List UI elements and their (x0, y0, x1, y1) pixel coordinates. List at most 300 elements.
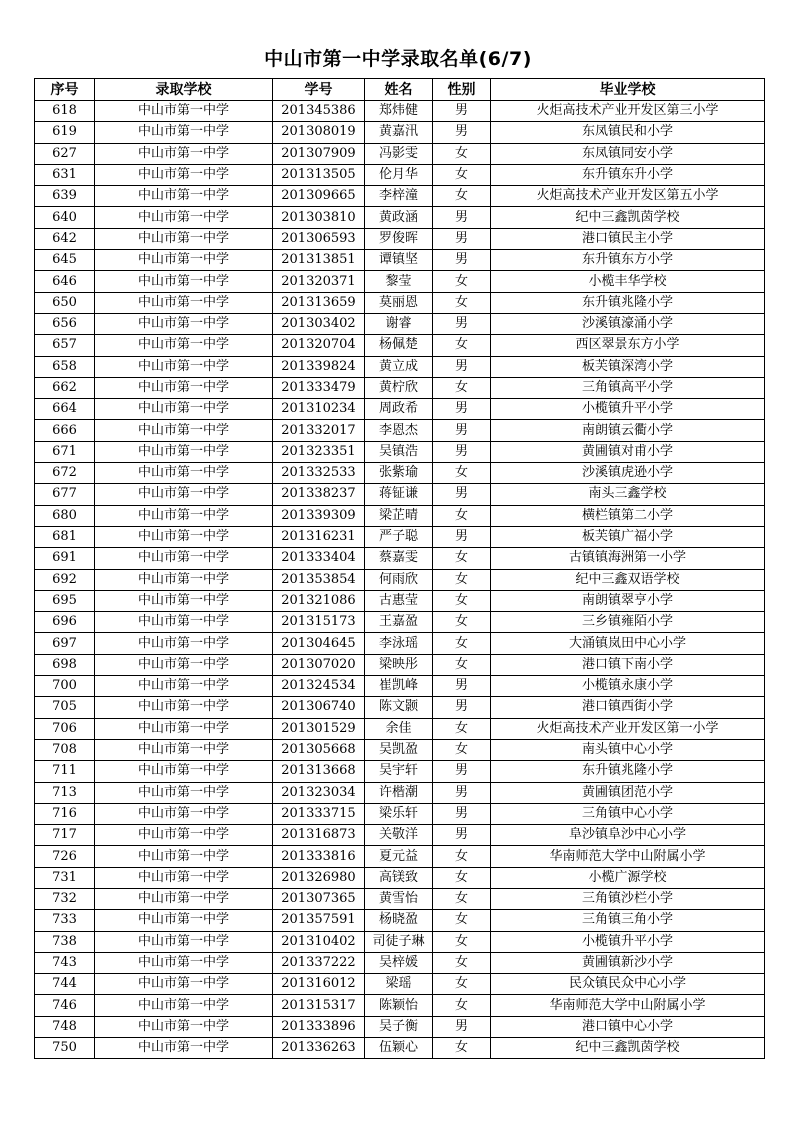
header-gender: 性别 (433, 79, 491, 101)
cell-serial: 619 (35, 122, 95, 143)
cell-serial: 706 (35, 718, 95, 739)
cell-name: 李梓潼 (365, 186, 433, 207)
cell-student-id: 201303402 (273, 313, 365, 334)
cell-admit-school: 中山市第一中学 (95, 356, 273, 377)
cell-serial: 733 (35, 910, 95, 931)
cell-name: 吴梓媛 (365, 952, 433, 973)
cell-admit-school: 中山市第一中学 (95, 164, 273, 185)
cell-student-id: 201333715 (273, 803, 365, 824)
cell-admit-school: 中山市第一中学 (95, 633, 273, 654)
cell-grad-school: 东凤镇同安小学 (491, 143, 765, 164)
cell-name: 许楷潮 (365, 782, 433, 803)
cell-admit-school: 中山市第一中学 (95, 888, 273, 909)
cell-admit-school: 中山市第一中学 (95, 676, 273, 697)
cell-serial: 726 (35, 846, 95, 867)
cell-serial: 748 (35, 1016, 95, 1037)
table-row (35, 313, 765, 334)
cell-gender: 女 (433, 846, 491, 867)
cell-grad-school: 三乡镇雍陌小学 (491, 612, 765, 633)
cell-grad-school: 大涌镇岚田中心小学 (491, 633, 765, 654)
cell-name: 古惠莹 (365, 590, 433, 611)
cell-admit-school: 中山市第一中学 (95, 739, 273, 760)
cell-serial: 717 (35, 825, 95, 846)
cell-admit-school: 中山市第一中学 (95, 825, 273, 846)
cell-student-id: 201320371 (273, 271, 365, 292)
cell-student-id: 201301529 (273, 718, 365, 739)
cell-grad-school: 西区翠景东方小学 (491, 335, 765, 356)
cell-admit-school: 中山市第一中学 (95, 1016, 273, 1037)
table-row (35, 505, 765, 526)
cell-admit-school: 中山市第一中学 (95, 867, 273, 888)
cell-name: 黄雪怡 (365, 888, 433, 909)
cell-grad-school: 港口镇中心小学 (491, 1016, 765, 1037)
cell-gender: 女 (433, 548, 491, 569)
cell-grad-school: 纪中三鑫双语学校 (491, 569, 765, 590)
cell-grad-school: 华南师范大学中山附属小学 (491, 995, 765, 1016)
cell-admit-school: 中山市第一中学 (95, 122, 273, 143)
table-row (35, 846, 765, 867)
table-row (35, 271, 765, 292)
cell-name: 冯影雯 (365, 143, 433, 164)
cell-grad-school: 港口镇民主小学 (491, 228, 765, 249)
cell-name: 梁映彤 (365, 654, 433, 675)
cell-serial: 691 (35, 548, 95, 569)
cell-serial: 713 (35, 782, 95, 803)
cell-name: 陈颖怡 (365, 995, 433, 1016)
table-row (35, 612, 765, 633)
cell-gender: 男 (433, 803, 491, 824)
cell-gender: 男 (433, 356, 491, 377)
cell-gender: 男 (433, 676, 491, 697)
cell-gender: 男 (433, 250, 491, 271)
table-row (35, 399, 765, 420)
cell-gender: 女 (433, 143, 491, 164)
cell-name: 王嘉盈 (365, 612, 433, 633)
cell-name: 余佳 (365, 718, 433, 739)
cell-grad-school: 三角镇三角小学 (491, 910, 765, 931)
cell-gender: 女 (433, 867, 491, 888)
cell-serial: 697 (35, 633, 95, 654)
cell-student-id: 201333896 (273, 1016, 365, 1037)
cell-name: 吴镇浩 (365, 441, 433, 462)
table-row (35, 1038, 765, 1059)
cell-serial: 658 (35, 356, 95, 377)
cell-admit-school: 中山市第一中学 (95, 782, 273, 803)
cell-serial: 627 (35, 143, 95, 164)
cell-admit-school: 中山市第一中学 (95, 995, 273, 1016)
cell-name: 陈文颢 (365, 697, 433, 718)
cell-admit-school: 中山市第一中学 (95, 590, 273, 611)
cell-serial: 744 (35, 974, 95, 995)
cell-serial: 731 (35, 867, 95, 888)
cell-student-id: 201323034 (273, 782, 365, 803)
cell-student-id: 201306593 (273, 228, 365, 249)
cell-grad-school: 板芙镇广福小学 (491, 526, 765, 547)
cell-student-id: 201313505 (273, 164, 365, 185)
cell-admit-school: 中山市第一中学 (95, 101, 273, 122)
cell-grad-school: 小榄丰华学校 (491, 271, 765, 292)
cell-admit-school: 中山市第一中学 (95, 654, 273, 675)
cell-serial: 657 (35, 335, 95, 356)
cell-serial: 618 (35, 101, 95, 122)
cell-gender: 男 (433, 122, 491, 143)
cell-gender: 男 (433, 441, 491, 462)
cell-gender: 男 (433, 207, 491, 228)
cell-admit-school: 中山市第一中学 (95, 931, 273, 952)
cell-admit-school: 中山市第一中学 (95, 952, 273, 973)
cell-student-id: 201307365 (273, 888, 365, 909)
cell-name: 蔡嘉雯 (365, 548, 433, 569)
cell-name: 郑炜健 (365, 101, 433, 122)
cell-name: 谭镇坚 (365, 250, 433, 271)
cell-grad-school: 华南师范大学中山附属小学 (491, 846, 765, 867)
cell-student-id: 201339309 (273, 505, 365, 526)
cell-grad-school: 沙溪镇虎逊小学 (491, 463, 765, 484)
cell-serial: 698 (35, 654, 95, 675)
cell-gender: 男 (433, 1016, 491, 1037)
cell-serial: 672 (35, 463, 95, 484)
cell-gender: 女 (433, 931, 491, 952)
cell-admit-school: 中山市第一中学 (95, 441, 273, 462)
table-row (35, 1016, 765, 1037)
cell-name: 罗俊晖 (365, 228, 433, 249)
cell-serial: 664 (35, 399, 95, 420)
table-body (35, 101, 765, 1059)
cell-name: 伍颖心 (365, 1038, 433, 1059)
cell-admit-school: 中山市第一中学 (95, 484, 273, 505)
cell-name: 梁乐轩 (365, 803, 433, 824)
table-row (35, 931, 765, 952)
cell-name: 关敬洋 (365, 825, 433, 846)
cell-student-id: 201320704 (273, 335, 365, 356)
cell-grad-school: 纪中三鑫凯茵学校 (491, 207, 765, 228)
cell-student-id: 201357591 (273, 910, 365, 931)
cell-gender: 女 (433, 186, 491, 207)
cell-serial: 662 (35, 377, 95, 398)
cell-name: 伦月华 (365, 164, 433, 185)
cell-serial: 656 (35, 313, 95, 334)
cell-serial: 708 (35, 739, 95, 760)
cell-gender: 女 (433, 633, 491, 654)
cell-student-id: 201316012 (273, 974, 365, 995)
cell-admit-school: 中山市第一中学 (95, 846, 273, 867)
cell-serial: 671 (35, 441, 95, 462)
cell-student-id: 201333479 (273, 377, 365, 398)
cell-admit-school: 中山市第一中学 (95, 718, 273, 739)
table-row (35, 186, 765, 207)
cell-grad-school: 南头镇中心小学 (491, 739, 765, 760)
header-serial: 序号 (35, 79, 95, 101)
cell-serial: 639 (35, 186, 95, 207)
cell-grad-school: 纪中三鑫凯茵学校 (491, 1038, 765, 1059)
cell-name: 黄立成 (365, 356, 433, 377)
table-row (35, 867, 765, 888)
cell-gender: 女 (433, 569, 491, 590)
cell-grad-school: 三角镇高平小学 (491, 377, 765, 398)
cell-name: 吴宇轩 (365, 761, 433, 782)
cell-serial: 681 (35, 526, 95, 547)
cell-serial: 695 (35, 590, 95, 611)
cell-serial: 646 (35, 271, 95, 292)
cell-student-id: 201332533 (273, 463, 365, 484)
cell-name: 黄政涵 (365, 207, 433, 228)
cell-gender: 女 (433, 888, 491, 909)
table-row (35, 952, 765, 973)
table-row (35, 718, 765, 739)
cell-grad-school: 南头三鑫学校 (491, 484, 765, 505)
cell-gender: 女 (433, 271, 491, 292)
cell-admit-school: 中山市第一中学 (95, 377, 273, 398)
cell-student-id: 201306740 (273, 697, 365, 718)
cell-gender: 男 (433, 313, 491, 334)
cell-student-id: 201315317 (273, 995, 365, 1016)
cell-grad-school: 南朗镇翠亨小学 (491, 590, 765, 611)
cell-student-id: 201339824 (273, 356, 365, 377)
cell-student-id: 201305668 (273, 739, 365, 760)
cell-serial: 711 (35, 761, 95, 782)
table-row (35, 548, 765, 569)
cell-name: 崔凯峰 (365, 676, 433, 697)
cell-gender: 女 (433, 739, 491, 760)
cell-admit-school: 中山市第一中学 (95, 399, 273, 420)
cell-serial: 642 (35, 228, 95, 249)
cell-student-id: 201313659 (273, 292, 365, 313)
table-row (35, 995, 765, 1016)
cell-gender: 男 (433, 697, 491, 718)
cell-student-id: 201303810 (273, 207, 365, 228)
cell-gender: 女 (433, 612, 491, 633)
cell-admit-school: 中山市第一中学 (95, 548, 273, 569)
cell-grad-school: 火炬高技术产业开发区第五小学 (491, 186, 765, 207)
cell-grad-school: 黄圃镇新沙小学 (491, 952, 765, 973)
cell-name: 吴凯盈 (365, 739, 433, 760)
cell-admit-school: 中山市第一中学 (95, 335, 273, 356)
cell-name: 杨晓盈 (365, 910, 433, 931)
table-row (35, 101, 765, 122)
cell-name: 蒋钲谦 (365, 484, 433, 505)
cell-name: 梁芷晴 (365, 505, 433, 526)
cell-admit-school: 中山市第一中学 (95, 761, 273, 782)
table-row (35, 676, 765, 697)
table-row (35, 250, 765, 271)
table-row (35, 782, 765, 803)
cell-student-id: 201310234 (273, 399, 365, 420)
cell-student-id: 201337222 (273, 952, 365, 973)
cell-grad-school: 三角镇沙栏小学 (491, 888, 765, 909)
cell-name: 司徒子琳 (365, 931, 433, 952)
cell-gender: 女 (433, 910, 491, 931)
header-admit-school: 录取学校 (95, 79, 273, 101)
cell-admit-school: 中山市第一中学 (95, 612, 273, 633)
cell-name: 张紫瑜 (365, 463, 433, 484)
cell-gender: 女 (433, 292, 491, 313)
table-row (35, 164, 765, 185)
cell-name: 黄嘉汛 (365, 122, 433, 143)
cell-serial: 645 (35, 250, 95, 271)
cell-serial: 666 (35, 420, 95, 441)
cell-name: 夏元益 (365, 846, 433, 867)
cell-serial: 631 (35, 164, 95, 185)
cell-gender: 女 (433, 995, 491, 1016)
cell-student-id: 201336263 (273, 1038, 365, 1059)
cell-serial: 738 (35, 931, 95, 952)
cell-name: 李泳瑶 (365, 633, 433, 654)
cell-serial: 640 (35, 207, 95, 228)
table-row (35, 356, 765, 377)
cell-grad-school: 横栏镇第二小学 (491, 505, 765, 526)
cell-gender: 女 (433, 952, 491, 973)
cell-gender: 男 (433, 782, 491, 803)
cell-student-id: 201307909 (273, 143, 365, 164)
cell-admit-school: 中山市第一中学 (95, 250, 273, 271)
cell-serial: 732 (35, 888, 95, 909)
table-row (35, 697, 765, 718)
cell-student-id: 201333404 (273, 548, 365, 569)
table-row (35, 441, 765, 462)
cell-grad-school: 沙溪镇濠涌小学 (491, 313, 765, 334)
page-title: 中山市第一中学录取名单(6/7) (264, 48, 532, 70)
cell-name: 杨佩楚 (365, 335, 433, 356)
cell-admit-school: 中山市第一中学 (95, 463, 273, 484)
cell-gender: 男 (433, 761, 491, 782)
cell-grad-school: 阜沙镇阜沙中心小学 (491, 825, 765, 846)
cell-gender: 男 (433, 399, 491, 420)
cell-student-id: 201304645 (273, 633, 365, 654)
cell-gender: 女 (433, 654, 491, 675)
table-row (35, 590, 765, 611)
cell-grad-school: 小榄镇升平小学 (491, 399, 765, 420)
cell-student-id: 201309665 (273, 186, 365, 207)
cell-grad-school: 港口镇西街小学 (491, 697, 765, 718)
cell-admit-school: 中山市第一中学 (95, 207, 273, 228)
cell-admit-school: 中山市第一中学 (95, 1038, 273, 1059)
cell-student-id: 201316231 (273, 526, 365, 547)
cell-admit-school: 中山市第一中学 (95, 974, 273, 995)
table-row (35, 888, 765, 909)
header-grad-school: 毕业学校 (491, 79, 765, 101)
cell-gender: 男 (433, 101, 491, 122)
cell-grad-school: 东升镇东方小学 (491, 250, 765, 271)
cell-student-id: 201324534 (273, 676, 365, 697)
cell-grad-school: 黄圃镇对甫小学 (491, 441, 765, 462)
cell-grad-school: 东升镇兆隆小学 (491, 292, 765, 313)
cell-grad-school: 黄圃镇团范小学 (491, 782, 765, 803)
table-row (35, 143, 765, 164)
cell-student-id: 201313851 (273, 250, 365, 271)
cell-student-id: 201316873 (273, 825, 365, 846)
cell-grad-school: 火炬高技术产业开发区第三小学 (491, 101, 765, 122)
cell-grad-school: 小榄广源学校 (491, 867, 765, 888)
table-row (35, 122, 765, 143)
cell-student-id: 201338237 (273, 484, 365, 505)
table-row (35, 761, 765, 782)
cell-admit-school: 中山市第一中学 (95, 292, 273, 313)
table-row (35, 484, 765, 505)
cell-serial: 692 (35, 569, 95, 590)
cell-grad-school: 火炬高技术产业开发区第一小学 (491, 718, 765, 739)
cell-student-id: 201323351 (273, 441, 365, 462)
table-row (35, 292, 765, 313)
cell-gender: 女 (433, 1038, 491, 1059)
cell-grad-school: 三角镇中心小学 (491, 803, 765, 824)
cell-student-id: 201321086 (273, 590, 365, 611)
cell-name: 谢睿 (365, 313, 433, 334)
cell-serial: 746 (35, 995, 95, 1016)
cell-admit-school: 中山市第一中学 (95, 143, 273, 164)
cell-name: 李恩杰 (365, 420, 433, 441)
table-row (35, 633, 765, 654)
cell-grad-school: 小榄镇升平小学 (491, 931, 765, 952)
cell-gender: 女 (433, 335, 491, 356)
cell-admit-school: 中山市第一中学 (95, 697, 273, 718)
cell-admit-school: 中山市第一中学 (95, 803, 273, 824)
table-row (35, 825, 765, 846)
cell-serial: 677 (35, 484, 95, 505)
cell-serial: 700 (35, 676, 95, 697)
cell-student-id: 201353854 (273, 569, 365, 590)
cell-gender: 男 (433, 420, 491, 441)
cell-gender: 男 (433, 484, 491, 505)
admission-table (34, 78, 765, 1059)
cell-admit-school: 中山市第一中学 (95, 569, 273, 590)
cell-gender: 女 (433, 463, 491, 484)
cell-gender: 女 (433, 718, 491, 739)
cell-name: 周政希 (365, 399, 433, 420)
cell-gender: 男 (433, 526, 491, 547)
cell-serial: 696 (35, 612, 95, 633)
table-row (35, 207, 765, 228)
cell-admit-school: 中山市第一中学 (95, 271, 273, 292)
cell-serial: 716 (35, 803, 95, 824)
cell-student-id: 201332017 (273, 420, 365, 441)
cell-serial: 750 (35, 1038, 95, 1059)
table-row (35, 654, 765, 675)
header-name: 姓名 (365, 79, 433, 101)
cell-grad-school: 东升镇东升小学 (491, 164, 765, 185)
cell-student-id: 201307020 (273, 654, 365, 675)
cell-student-id: 201313668 (273, 761, 365, 782)
table-row (35, 739, 765, 760)
cell-student-id: 201315173 (273, 612, 365, 633)
cell-admit-school: 中山市第一中学 (95, 526, 273, 547)
cell-grad-school: 港口镇下南小学 (491, 654, 765, 675)
table-row (35, 420, 765, 441)
cell-student-id: 201310402 (273, 931, 365, 952)
cell-student-id: 201333816 (273, 846, 365, 867)
cell-grad-school: 古镇镇海洲第一小学 (491, 548, 765, 569)
cell-name: 黄柠欣 (365, 377, 433, 398)
cell-serial: 680 (35, 505, 95, 526)
cell-student-id: 201345386 (273, 101, 365, 122)
table-row (35, 910, 765, 931)
cell-admit-school: 中山市第一中学 (95, 313, 273, 334)
cell-gender: 男 (433, 825, 491, 846)
cell-grad-school: 民众镇民众中心小学 (491, 974, 765, 995)
cell-admit-school: 中山市第一中学 (95, 420, 273, 441)
cell-gender: 女 (433, 505, 491, 526)
cell-serial: 705 (35, 697, 95, 718)
header-student-id: 学号 (273, 79, 365, 101)
cell-serial: 743 (35, 952, 95, 973)
cell-student-id: 201326980 (273, 867, 365, 888)
cell-serial: 650 (35, 292, 95, 313)
cell-admit-school: 中山市第一中学 (95, 505, 273, 526)
cell-grad-school: 板芙镇深湾小学 (491, 356, 765, 377)
table-row (35, 803, 765, 824)
cell-admit-school: 中山市第一中学 (95, 910, 273, 931)
table-header-row (35, 79, 765, 101)
cell-name: 何雨欣 (365, 569, 433, 590)
